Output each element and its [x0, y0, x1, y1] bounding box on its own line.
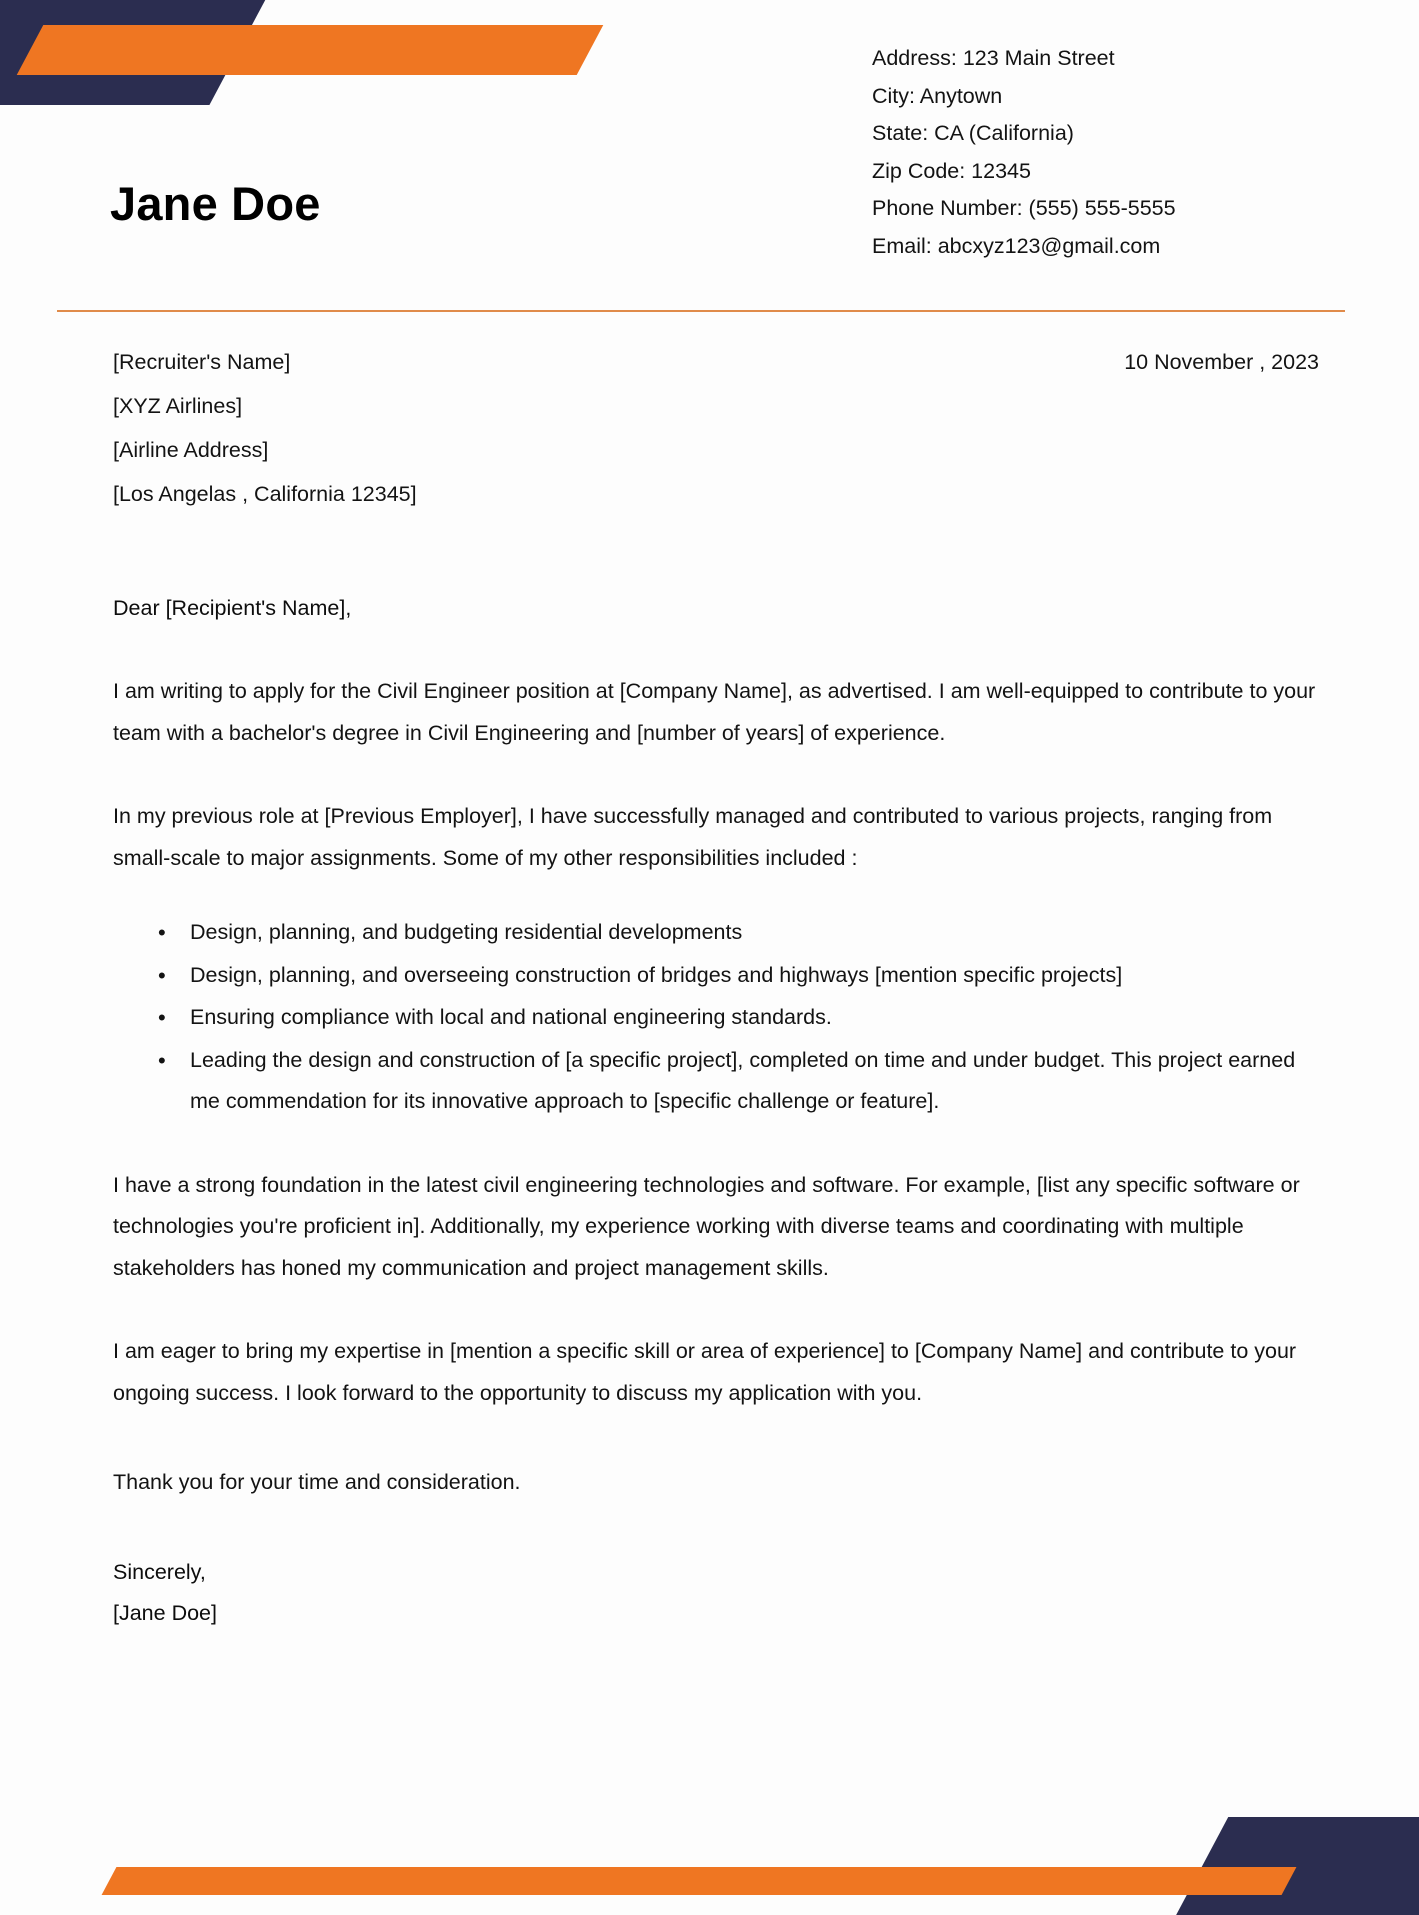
letter-date: 10 November , 2023: [1124, 350, 1319, 374]
recipient-city-state-zip: [Los Angelas , California 12345]: [113, 482, 417, 506]
letter-body: [0, 340, 1419, 1635]
header-divider: [57, 310, 1345, 312]
list-item: • Leading the design and construction of [a specific project], completed on time and under budget. This project earned me commendation for its innovative approach to [specific challenge or feature].: [158, 1040, 1319, 1123]
recipient-and-date: [0, 340, 1419, 516]
paragraph-4: I am eager to bring my expertise in [mention a specific skill or area of experience] to [Company Name] and contribute to your ongoing success. I look forward to the opportunity to discuss my application with you.: [113, 1339, 1297, 1405]
contact-state: State: CA (California): [872, 121, 1074, 145]
responsibilities-list: [113, 912, 1319, 1123]
paragraph-1: I am writing to apply for the Civil Engineer position at [Company Name], as advertised. I am well-equipped to contribute to your team with a bachelor's degree in Civil Engineering and [number of years] of experience.: [113, 679, 1316, 745]
list-item: • Design, planning, and overseeing construction of bridges and highways [mention specific projects]: [158, 955, 1319, 997]
recipient-name: [Recruiter's Name]: [113, 350, 291, 374]
letter-header: [0, 0, 1419, 312]
footer-orange-shape: [102, 1867, 1297, 1895]
salutation: Dear [Recipient's Name],: [113, 596, 352, 620]
contact-address: Address: 123 Main Street: [872, 46, 1115, 70]
contact-email: Email: abcxyz123@gmail.com: [872, 233, 1161, 258]
paragraph-3: I have a strong foundation in the latest civil engineering technologies and software. For example, [list any specific software or technologies you're proficient in]. Additionally, my experience working with diverse teams and coordinating with multiple stakeholders has honed my communication and project management skills.: [113, 1172, 1300, 1280]
recipient-company: [XYZ Airlines]: [113, 394, 243, 418]
page-title: Jane Doe: [110, 177, 321, 230]
contact-city: City: Anytown: [872, 83, 1003, 108]
contact-block: [872, 40, 1392, 265]
signature-name: [Jane Doe]: [113, 1601, 217, 1625]
footer-navy-shape: [1170, 1817, 1419, 1915]
contact-phone: Phone Number: (555) 555-5555: [872, 196, 1176, 220]
sign-off: Sincerely,: [113, 1559, 206, 1584]
list-item: • Design, planning, and budgeting residential developments: [158, 912, 1319, 954]
thank-you-line: Thank you for your time and consideration.: [113, 1470, 521, 1494]
paragraph-2: In my previous role at [Previous Employer], I have successfully managed and contributed to various projects, ranging from small-scale to major assignments. Some of my other responsibilities included :: [113, 804, 1273, 870]
contact-zip: Zip Code: 12345: [872, 158, 1031, 183]
list-item: • Ensuring compliance with local and national engineering standards.: [158, 997, 1319, 1039]
letter-content: [0, 588, 1419, 1635]
recipient-address: [Airline Address]: [113, 438, 269, 462]
